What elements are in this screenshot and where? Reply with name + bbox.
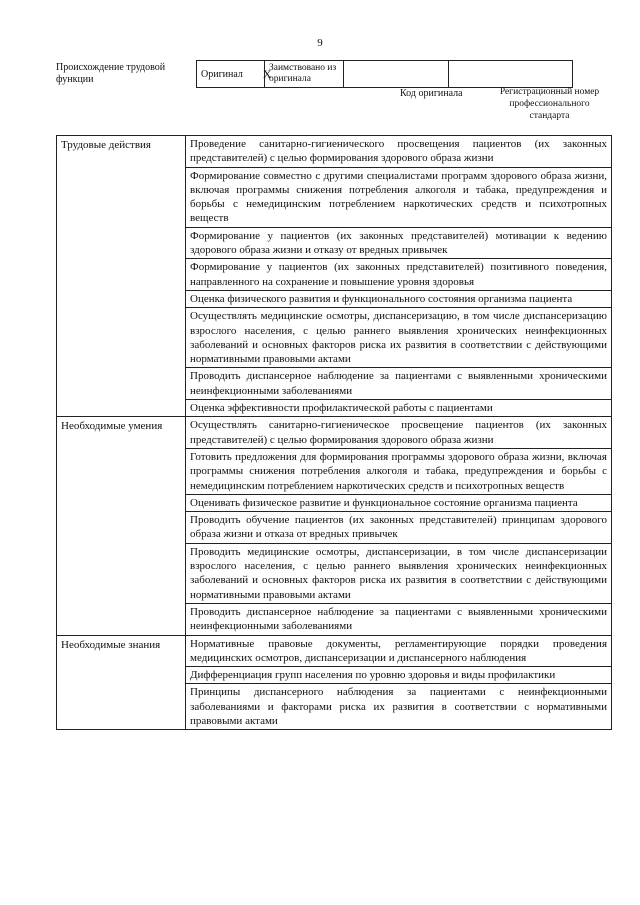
borrowed-cell: Заимствовано из оригинала	[265, 61, 344, 87]
original-cell	[197, 61, 272, 87]
item-text: Оценка физического развития и функционального состояния организма пациента	[186, 290, 612, 307]
reg-number-cell	[449, 61, 572, 87]
item-text: Проводить медицинские осмотры, диспансеризации, в том числе диспансеризации взрослого населения, с целью раннего выявления хронических неинфекционных заболеваний и основных факторов риска их развития в соответствии с действующими нормативными правовыми актами	[186, 543, 612, 603]
item-text: Формирование у пациентов (их законных представителей) позитивного поведения, направленного на сохранение и повышение уровня здоровья	[186, 259, 612, 291]
item-text: Оценка эффективности профилактической работы с пациентами	[186, 400, 612, 417]
item-text: Готовить предложения для формирования программы здорового образа жизни, включая программы снижения потребления алкоголя и табака, предупреждения и борьбы с немедицинским потреблением наркотических средств и психотропных веществ	[186, 448, 612, 494]
page-number: 9	[317, 37, 323, 49]
item-text: Нормативные правовые документы, регламентирующие порядки проведения медицинских осмотров, диспансеризации и диспансерного наблюдения	[186, 635, 612, 667]
table-row	[57, 136, 612, 168]
table-row	[57, 417, 612, 449]
item-text: Проводить диспансерное наблюдение за пациентами с выявленными хроническими неинфекционными заболеваниями	[186, 368, 612, 400]
item-text: Оценивать физическое развитие и функциональное состояние организма пациента	[186, 494, 612, 511]
item-text: Проведение санитарно-гигиенического просвещения пациентов (их законных представителей) с целью формирования здорового образа жизни	[186, 136, 612, 168]
item-text: Принципы диспансерного наблюдения за пациентами с неинфекционными заболеваниями и факторами риска их развития в соответствии с нормативными правовыми актами	[186, 684, 612, 730]
item-text: Дифференциация групп населения по уровню здоровья и виды профилактики	[186, 667, 612, 684]
original-label: Оригинал	[201, 68, 243, 80]
origin-label: Происхождение трудовой функции	[56, 62, 166, 85]
section-title-cell	[57, 136, 186, 417]
section-title: Трудовые действия	[61, 139, 151, 151]
section-title-cell	[57, 635, 186, 730]
item-text: Осуществлять медицинские осмотры, диспансеризацию, в том числе диспансеризацию взрослого населения, с целью раннего выявления хронических неинфекционных заболеваний и основных факторов риска их развития в соответствии с действующими нормативными правовыми актами	[186, 308, 612, 368]
item-text: Формирование совместно с другими специалистами программ здорового образа жизни, включая программы снижения потребления алкоголя и табака, предупреждения и борьбы с немедицинским потреблением наркотических средств и психотропных веществ	[186, 167, 612, 227]
origin-box	[196, 60, 573, 88]
item-text: Осуществлять санитарно-гигиеническое просвещение пациентов (их законных представителей) с целью формирования здорового образа жизни	[186, 417, 612, 449]
item-text: Проводить диспансерное наблюдение за пациентами с выявленными хроническими неинфекционными заболеваниями	[186, 603, 612, 635]
code-label: Код оригинала	[400, 88, 463, 99]
item-text: Проводить обучение пациентов (их законных представителей) принципам здорового образа жизни и отказа от вредных привычек	[186, 512, 612, 544]
original-mark: X	[262, 66, 272, 81]
section-title: Необходимые знания	[61, 638, 161, 651]
section-title: Необходимые умения	[61, 420, 163, 433]
code-cell	[344, 61, 449, 87]
reg-label: Регистрационный номер профессионального стандарта	[499, 87, 600, 121]
table-row	[57, 635, 612, 667]
item-text: Формирование у пациентов (их законных представителей) мотивации к ведению здорового образа жизни и отказу от вредных привычек	[186, 227, 612, 259]
section-title-cell	[57, 417, 186, 635]
function-table	[56, 135, 612, 730]
